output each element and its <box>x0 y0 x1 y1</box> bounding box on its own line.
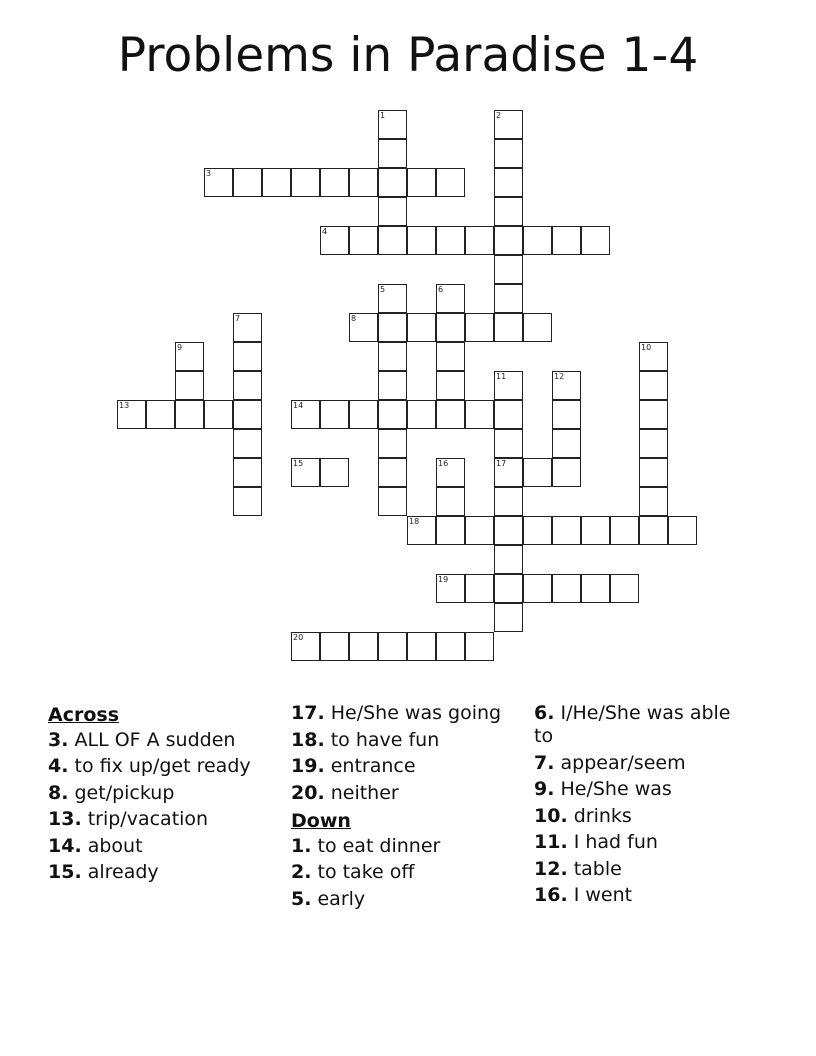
grid-cell[interactable] <box>320 226 349 255</box>
grid-cell[interactable] <box>349 226 378 255</box>
grid-cell[interactable] <box>465 400 494 429</box>
clue-number: 2 <box>496 111 502 120</box>
grid-cell[interactable] <box>581 574 610 603</box>
grid-cell[interactable] <box>436 487 465 516</box>
clue-across-18: 18. to have fun <box>291 728 440 751</box>
grid-cell[interactable] <box>639 371 668 400</box>
grid-cell[interactable] <box>233 429 262 458</box>
clue-number: 9 <box>177 343 183 352</box>
across-header: Across <box>48 704 120 726</box>
clue-number: 8 <box>351 314 357 323</box>
grid-cell[interactable] <box>233 168 262 197</box>
clue-number: 17 <box>496 459 507 468</box>
clue-number: 14 <box>293 401 304 410</box>
grid-cell[interactable] <box>610 574 639 603</box>
down-header: Down <box>291 810 351 832</box>
grid-cell[interactable] <box>494 139 523 168</box>
grid-cell[interactable] <box>552 458 581 487</box>
grid-cell[interactable] <box>494 313 523 342</box>
clues-column-2 <box>291 702 511 914</box>
clue-number: 19 <box>438 575 449 584</box>
grid-cell[interactable] <box>494 226 523 255</box>
grid-cell[interactable] <box>117 400 146 429</box>
grid-cell[interactable] <box>552 400 581 429</box>
grid-cell[interactable] <box>436 371 465 400</box>
grid-cell[interactable] <box>494 603 523 632</box>
grid-cell[interactable] <box>581 516 610 545</box>
grid-cell[interactable] <box>233 487 262 516</box>
grid-cell[interactable] <box>523 313 552 342</box>
grid-cell[interactable] <box>378 400 407 429</box>
grid-cell[interactable] <box>436 313 465 342</box>
clue-down-6: 6. I/He/She was able to <box>534 702 731 747</box>
grid-cell[interactable] <box>436 632 465 661</box>
clue-down-5: 5. early <box>291 887 366 910</box>
grid-cell[interactable] <box>233 342 262 371</box>
clue-down-2: 2. to take off <box>291 861 415 883</box>
clues-column-3 <box>534 702 754 911</box>
clue-number: 16 <box>438 459 449 468</box>
grid-cell[interactable] <box>494 255 523 284</box>
clue-number: 7 <box>235 314 241 323</box>
grid-cell[interactable] <box>436 400 465 429</box>
grid-cell[interactable] <box>639 516 668 545</box>
clue-number: 3 <box>206 169 212 178</box>
grid-cell[interactable] <box>175 371 204 400</box>
grid-cell[interactable] <box>494 371 523 400</box>
grid-cell[interactable] <box>639 400 668 429</box>
grid-cell[interactable] <box>407 313 436 342</box>
grid-cell[interactable] <box>436 516 465 545</box>
grid-cell[interactable] <box>378 313 407 342</box>
clue-number: 5 <box>380 285 386 294</box>
grid-cell[interactable] <box>465 574 494 603</box>
grid-cell[interactable] <box>378 429 407 458</box>
grid-cell[interactable] <box>436 226 465 255</box>
clue-across-3: 3. ALL OF A sudden <box>48 728 236 751</box>
grid-cell[interactable] <box>465 516 494 545</box>
grid-cell[interactable] <box>378 226 407 255</box>
clue-down-9: 9. He/She was <box>534 778 672 800</box>
clue-down-11: 11. I had fun <box>534 831 658 853</box>
grid-cell[interactable] <box>465 226 494 255</box>
grid-cell[interactable] <box>320 458 349 487</box>
grid-cell[interactable] <box>407 632 436 661</box>
grid-cell[interactable] <box>436 342 465 371</box>
grid-cell[interactable] <box>494 516 523 545</box>
grid-cell[interactable] <box>291 400 320 429</box>
grid-cell[interactable] <box>494 110 523 139</box>
grid-cell[interactable] <box>349 632 378 661</box>
clue-across-4: 4. to fix up/get ready <box>48 755 251 777</box>
clue-down-7: 7. appear/seem <box>534 751 686 774</box>
clue-number: 12 <box>554 372 565 381</box>
grid-cell[interactable] <box>378 487 407 516</box>
grid-cell[interactable] <box>407 400 436 429</box>
grid-cell[interactable] <box>639 458 668 487</box>
grid-cell[interactable] <box>465 632 494 661</box>
clue-down-12: 12. table <box>534 857 622 880</box>
grid-cell[interactable] <box>436 168 465 197</box>
grid-cell[interactable] <box>175 342 204 371</box>
clue-number: 1 <box>380 111 386 120</box>
grid-cell[interactable] <box>552 516 581 545</box>
grid-cell[interactable] <box>233 313 262 342</box>
grid-cell[interactable] <box>552 429 581 458</box>
grid-cell[interactable] <box>494 545 523 574</box>
grid-cell[interactable] <box>407 168 436 197</box>
grid-cell[interactable] <box>552 226 581 255</box>
grid-cell[interactable] <box>494 197 523 226</box>
grid-cell[interactable] <box>233 458 262 487</box>
grid-cell[interactable] <box>378 371 407 400</box>
grid-cell[interactable] <box>378 110 407 139</box>
grid-cell[interactable] <box>436 574 465 603</box>
grid-cell[interactable] <box>291 458 320 487</box>
grid-cell[interactable] <box>349 168 378 197</box>
grid-cell[interactable] <box>581 226 610 255</box>
grid-cell[interactable] <box>610 516 639 545</box>
clue-number: 18 <box>409 517 420 526</box>
grid-cell[interactable] <box>523 516 552 545</box>
clue-number: 11 <box>496 372 507 381</box>
clue-across-17: 17. He/She was going <box>291 702 502 724</box>
clue-across-15: 15. already <box>48 861 159 883</box>
grid-cell[interactable] <box>378 284 407 313</box>
grid-cell[interactable] <box>407 516 436 545</box>
grid-cell[interactable] <box>523 226 552 255</box>
grid-cell[interactable] <box>639 487 668 516</box>
grid-cell[interactable] <box>378 342 407 371</box>
grid-cell[interactable] <box>639 342 668 371</box>
grid-cell[interactable] <box>523 574 552 603</box>
clue-number: 20 <box>293 633 304 642</box>
grid-cell[interactable] <box>349 400 378 429</box>
clue-number: 13 <box>119 401 130 410</box>
grid-cell[interactable] <box>668 516 697 545</box>
grid-cell[interactable] <box>378 168 407 197</box>
grid-cell[interactable] <box>146 400 175 429</box>
grid-cell[interactable] <box>407 226 436 255</box>
grid-cell[interactable] <box>523 458 552 487</box>
grid-cell[interactable] <box>465 313 494 342</box>
grid-cell[interactable] <box>494 574 523 603</box>
grid-cell[interactable] <box>494 429 523 458</box>
clue-across-8: 8. get/pickup <box>48 781 175 804</box>
clue-number: 15 <box>293 459 304 468</box>
grid-cell[interactable] <box>262 168 291 197</box>
clue-across-13: 13. trip/vacation <box>48 808 209 830</box>
grid-cell[interactable] <box>320 400 349 429</box>
grid-cell[interactable] <box>378 197 407 226</box>
grid-cell[interactable] <box>494 458 523 487</box>
clue-down-1: 1. to eat dinner <box>291 834 441 857</box>
clue-across-19: 19. entrance <box>291 755 416 777</box>
grid-cell[interactable] <box>378 632 407 661</box>
clue-number: 6 <box>438 285 444 294</box>
grid-cell[interactable] <box>233 371 262 400</box>
grid-cell[interactable] <box>494 400 523 429</box>
grid-cell[interactable] <box>378 139 407 168</box>
clue-across-14: 14. about <box>48 834 143 857</box>
grid-cell[interactable] <box>291 632 320 661</box>
grid-cell[interactable] <box>291 168 320 197</box>
grid-cell[interactable] <box>494 487 523 516</box>
grid-cell[interactable] <box>552 371 581 400</box>
grid-cell[interactable] <box>436 284 465 313</box>
clue-down-16: 16. I went <box>534 884 633 906</box>
grid-cell[interactable] <box>494 284 523 313</box>
grid-cell[interactable] <box>639 429 668 458</box>
grid-cell[interactable] <box>494 168 523 197</box>
grid-cell[interactable] <box>436 458 465 487</box>
grid-cell[interactable] <box>320 168 349 197</box>
grid-cell[interactable] <box>552 574 581 603</box>
grid-cell[interactable] <box>320 632 349 661</box>
grid-cell[interactable] <box>378 458 407 487</box>
grid-cell[interactable] <box>204 400 233 429</box>
grid-cell[interactable] <box>204 168 233 197</box>
clues-column-1 <box>48 702 268 888</box>
puzzle-title: Problems in Paradise 1-4 <box>117 28 699 83</box>
clue-number: 10 <box>641 343 652 352</box>
grid-cell[interactable] <box>233 400 262 429</box>
clue-number: 4 <box>322 227 328 236</box>
clue-down-10: 10. drinks <box>534 804 632 827</box>
grid-cell[interactable] <box>349 313 378 342</box>
clue-across-20: 20. neither <box>291 781 399 804</box>
grid-cell[interactable] <box>175 400 204 429</box>
